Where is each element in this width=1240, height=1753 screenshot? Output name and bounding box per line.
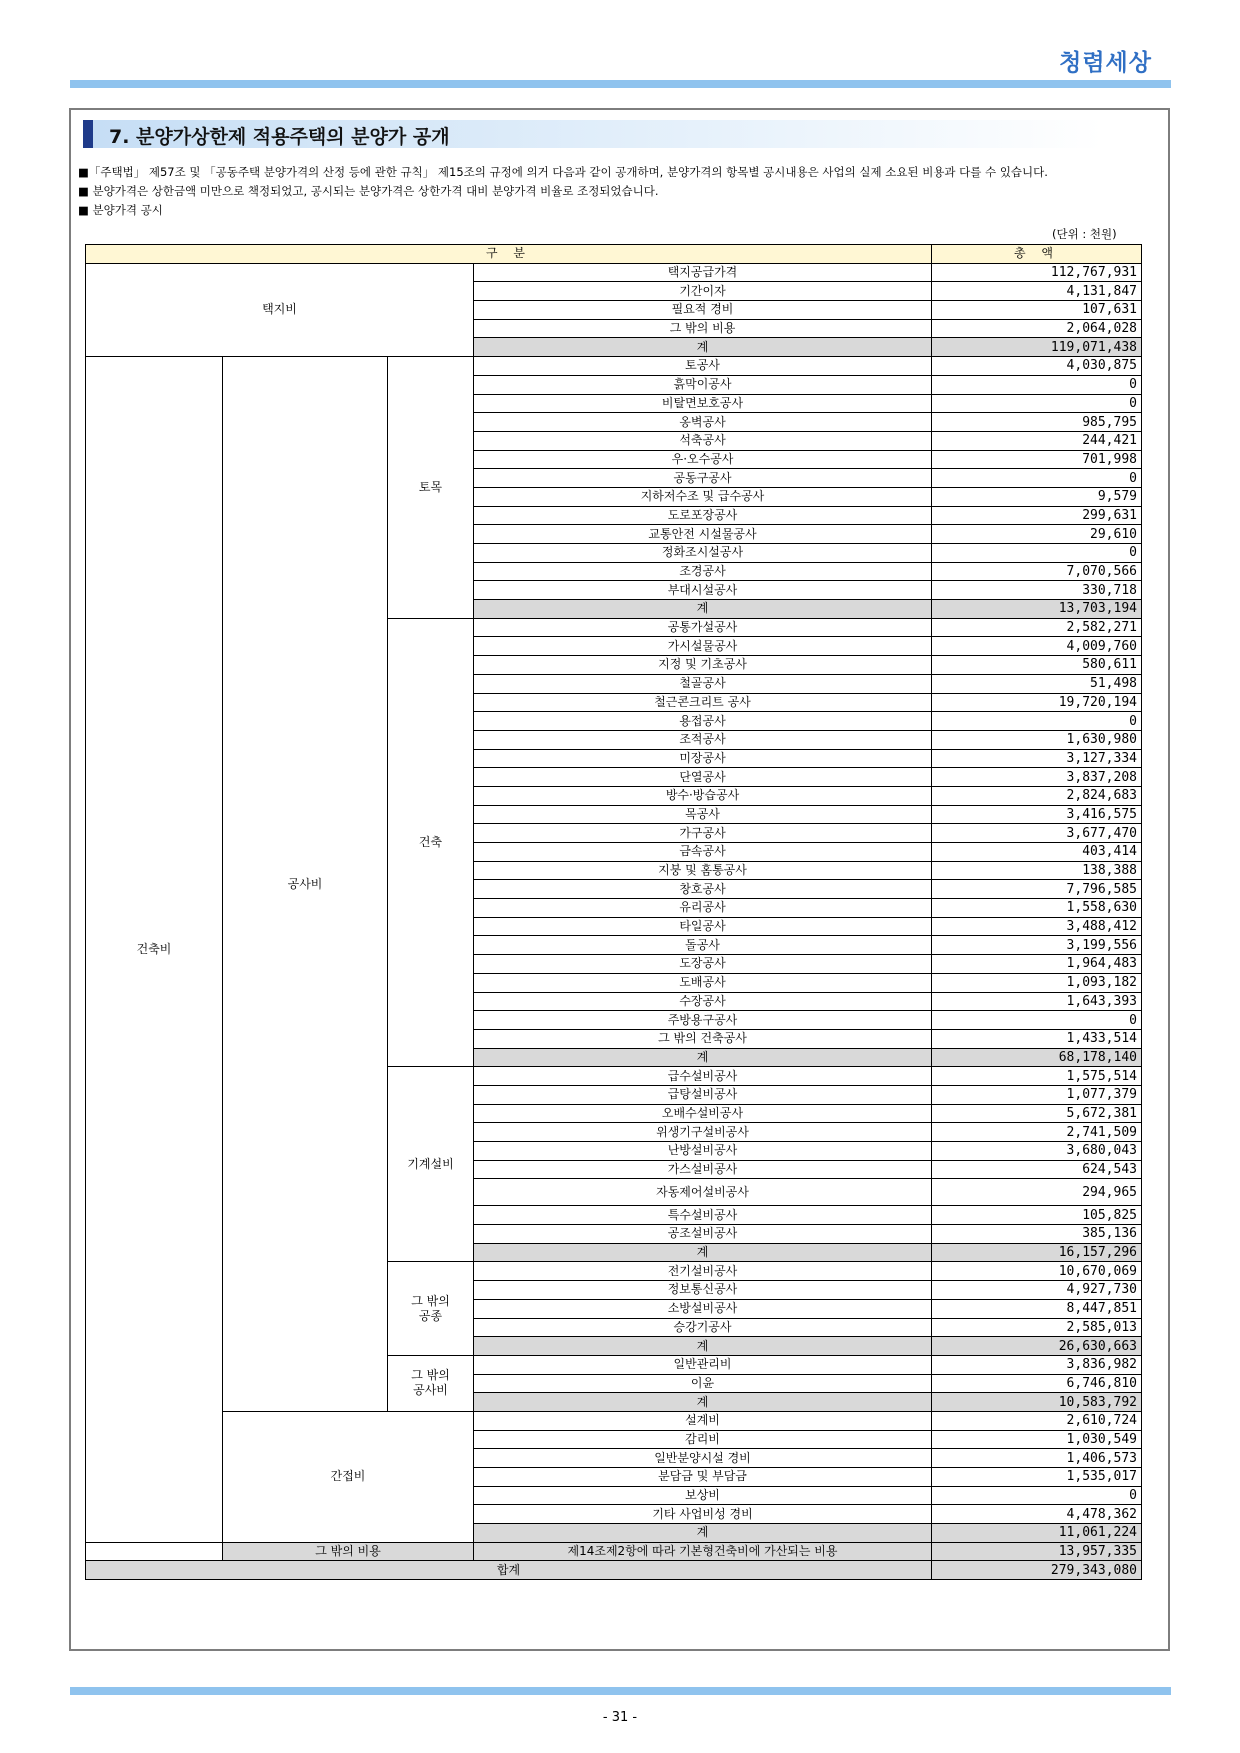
subtotal-value: 11,061,224 bbox=[932, 1524, 1142, 1543]
item-name: 타일공사 bbox=[474, 917, 932, 936]
item-name: 방수·방습공사 bbox=[474, 786, 932, 805]
header-category: 구 분 bbox=[86, 245, 932, 264]
item-value: 1,535,017 bbox=[932, 1468, 1142, 1487]
item-name: 지붕 및 홈통공사 bbox=[474, 861, 932, 880]
unit-label: (단위 : 천원) bbox=[1052, 227, 1117, 241]
item-name: 철골공사 bbox=[474, 674, 932, 693]
item-name: 교통안전 시설물공사 bbox=[474, 525, 932, 544]
item-name: 그 밖의 건축공사 bbox=[474, 1029, 932, 1048]
item-value: 1,558,630 bbox=[932, 899, 1142, 918]
item-name: 부대시설공사 bbox=[474, 581, 932, 600]
item-value: 1,964,483 bbox=[932, 955, 1142, 974]
item-value: 105,825 bbox=[932, 1206, 1142, 1225]
item-name: 금속공사 bbox=[474, 843, 932, 862]
item-value: 9,579 bbox=[932, 487, 1142, 506]
item-name: 용접공사 bbox=[474, 712, 932, 731]
subtotal-value: 119,071,438 bbox=[932, 338, 1142, 357]
item-value: 138,388 bbox=[932, 861, 1142, 880]
note-3: ■ 분양가격 공시 bbox=[78, 203, 163, 217]
item-name: 지정 및 기초공사 bbox=[474, 656, 932, 675]
item-name: 수장공사 bbox=[474, 992, 932, 1011]
item-name: 철근콘크리트 공사 bbox=[474, 693, 932, 712]
item-name: 감리비 bbox=[474, 1430, 932, 1449]
item-value: 1,575,514 bbox=[932, 1067, 1142, 1086]
table-row bbox=[86, 263, 1142, 282]
item-name: 석축공사 bbox=[474, 431, 932, 450]
item-value: 3,127,334 bbox=[932, 749, 1142, 768]
item-value: 1,093,182 bbox=[932, 973, 1142, 992]
item-name: 위생기구설비공사 bbox=[474, 1123, 932, 1142]
item-name: 정화조시설공사 bbox=[474, 544, 932, 563]
item-name: 오배수설비공사 bbox=[474, 1104, 932, 1123]
item-name: 기간이자 bbox=[474, 282, 932, 301]
item-name: 돌공사 bbox=[474, 936, 932, 955]
item-value: 7,070,566 bbox=[932, 562, 1142, 581]
subtotal-value: 16,157,296 bbox=[932, 1243, 1142, 1262]
item-name: 이윤 bbox=[474, 1374, 932, 1393]
subtotal-label: 계 bbox=[474, 1048, 932, 1067]
item-value: 19,720,194 bbox=[932, 693, 1142, 712]
item-name: 도배공사 bbox=[474, 973, 932, 992]
item-value: 4,030,875 bbox=[932, 357, 1142, 376]
item-value: 3,416,575 bbox=[932, 805, 1142, 824]
item-value: 0 bbox=[932, 394, 1142, 413]
item-name: 일반분양시설 경비 bbox=[474, 1449, 932, 1468]
blank-cell bbox=[86, 1542, 223, 1561]
item-name: 옹벽공사 bbox=[474, 413, 932, 432]
item-value: 385,136 bbox=[932, 1225, 1142, 1244]
price-table bbox=[85, 244, 1142, 1580]
other-cost-value: 13,957,335 bbox=[932, 1542, 1142, 1561]
item-value: 2,585,013 bbox=[932, 1318, 1142, 1337]
item-value: 294,965 bbox=[932, 1179, 1142, 1206]
other-cost-label: 그 밖의 비용 bbox=[223, 1542, 474, 1561]
item-value: 3,680,043 bbox=[932, 1142, 1142, 1161]
item-name: 단열공사 bbox=[474, 768, 932, 787]
item-name: 승강기공사 bbox=[474, 1318, 932, 1337]
item-name: 보상비 bbox=[474, 1486, 932, 1505]
item-name: 정보통신공사 bbox=[474, 1281, 932, 1300]
item-name: 조경공사 bbox=[474, 562, 932, 581]
item-value: 10,670,069 bbox=[932, 1262, 1142, 1281]
item-value: 0 bbox=[932, 375, 1142, 394]
item-name: 자동제어설비공사 bbox=[474, 1179, 932, 1206]
subtotal-value: 10,583,792 bbox=[932, 1393, 1142, 1412]
item-value: 8,447,851 bbox=[932, 1299, 1142, 1318]
item-value: 107,631 bbox=[932, 301, 1142, 320]
page-number: - 31 - bbox=[602, 1710, 638, 1725]
subtotal-value: 68,178,140 bbox=[932, 1048, 1142, 1067]
subtotal-label: 계 bbox=[474, 1243, 932, 1262]
item-value: 2,610,724 bbox=[932, 1411, 1142, 1430]
item-value: 1,030,549 bbox=[932, 1430, 1142, 1449]
item-value: 403,414 bbox=[932, 843, 1142, 862]
subtotal-label: 계 bbox=[474, 1337, 932, 1356]
item-name: 가시설물공사 bbox=[474, 637, 932, 656]
indirect-label: 간접비 bbox=[223, 1411, 474, 1542]
item-name: 공통가설공사 bbox=[474, 618, 932, 637]
logo-text: 청렴세상 bbox=[1059, 49, 1152, 76]
logo bbox=[1059, 44, 1152, 77]
item-name: 미장공사 bbox=[474, 749, 932, 768]
item-value: 985,795 bbox=[932, 413, 1142, 432]
item-value: 0 bbox=[932, 469, 1142, 488]
item-value: 4,478,362 bbox=[932, 1505, 1142, 1524]
table-row bbox=[86, 245, 1142, 264]
item-name: 가스설비공사 bbox=[474, 1160, 932, 1179]
item-value: 3,488,412 bbox=[932, 917, 1142, 936]
item-value: 2,824,683 bbox=[932, 786, 1142, 805]
item-value: 299,631 bbox=[932, 506, 1142, 525]
item-name: 특수설비공사 bbox=[474, 1206, 932, 1225]
item-name: 필요적 경비 bbox=[474, 301, 932, 320]
item-value: 2,064,028 bbox=[932, 319, 1142, 338]
item-value: 0 bbox=[932, 712, 1142, 731]
item-name: 공조설비공사 bbox=[474, 1225, 932, 1244]
item-name: 가구공사 bbox=[474, 824, 932, 843]
item-value: 1,433,514 bbox=[932, 1029, 1142, 1048]
item-value: 112,767,931 bbox=[932, 263, 1142, 282]
note-2: ■ 분양가격은 상한금액 미만으로 책정되었고, 공시되는 분양가격은 상한가격 대비 분양가격 비율로 조정되었습니다. bbox=[78, 184, 659, 198]
item-value: 3,677,470 bbox=[932, 824, 1142, 843]
item-value: 701,998 bbox=[932, 450, 1142, 469]
land-label: 택지비 bbox=[86, 263, 474, 356]
item-name: 설계비 bbox=[474, 1411, 932, 1430]
item-name: 창호공사 bbox=[474, 880, 932, 899]
table-row bbox=[86, 1411, 1142, 1430]
item-name: 주방용구공사 bbox=[474, 1011, 932, 1030]
building-label: 건축비 bbox=[86, 357, 223, 1543]
section-title: 7. 분양가상한제 적용주택의 분양가 공개 bbox=[109, 126, 450, 148]
item-value: 5,672,381 bbox=[932, 1104, 1142, 1123]
subtotal-label: 계 bbox=[474, 1524, 932, 1543]
header-bar bbox=[70, 80, 1171, 88]
item-name: 토공사 bbox=[474, 357, 932, 376]
item-name: 우·오수공사 bbox=[474, 450, 932, 469]
item-value: 580,611 bbox=[932, 656, 1142, 675]
section-title-bar bbox=[83, 120, 1103, 148]
group-label: 기계설비 bbox=[388, 1067, 474, 1262]
item-name: 유리공사 bbox=[474, 899, 932, 918]
table-row bbox=[86, 1542, 1142, 1561]
item-value: 0 bbox=[932, 544, 1142, 563]
item-value: 2,741,509 bbox=[932, 1123, 1142, 1142]
item-value: 244,421 bbox=[932, 431, 1142, 450]
item-value: 29,610 bbox=[932, 525, 1142, 544]
item-name: 비탈면보호공사 bbox=[474, 394, 932, 413]
construction-label: 공사비 bbox=[223, 357, 388, 1412]
item-name: 그 밖의 비용 bbox=[474, 319, 932, 338]
item-name: 급탕설비공사 bbox=[474, 1085, 932, 1104]
item-value: 1,077,379 bbox=[932, 1085, 1142, 1104]
item-name: 조적공사 bbox=[474, 730, 932, 749]
subtotal-label: 계 bbox=[474, 338, 932, 357]
item-value: 330,718 bbox=[932, 581, 1142, 600]
item-value: 0 bbox=[932, 1011, 1142, 1030]
item-name: 일반관리비 bbox=[474, 1355, 932, 1374]
item-name: 공동구공사 bbox=[474, 469, 932, 488]
notes bbox=[78, 163, 1158, 220]
other-cost-item: 제14조제2항에 따라 기본형건축비에 가산되는 비용 bbox=[474, 1542, 932, 1561]
total-label: 합계 bbox=[86, 1561, 932, 1580]
item-value: 4,009,760 bbox=[932, 637, 1142, 656]
total-value: 279,343,080 bbox=[932, 1561, 1142, 1580]
group-label: 토목 bbox=[388, 357, 474, 619]
item-value: 624,543 bbox=[932, 1160, 1142, 1179]
item-value: 51,498 bbox=[932, 674, 1142, 693]
footer-bar bbox=[70, 1687, 1171, 1695]
group-label: 그 밖의 공종 bbox=[388, 1262, 474, 1355]
item-name: 전기설비공사 bbox=[474, 1262, 932, 1281]
item-value: 3,199,556 bbox=[932, 936, 1142, 955]
item-value: 3,837,208 bbox=[932, 768, 1142, 787]
subtotal-label: 계 bbox=[474, 1393, 932, 1412]
group-label: 그 밖의 공사비 bbox=[388, 1355, 474, 1411]
item-name: 흙막이공사 bbox=[474, 375, 932, 394]
item-value: 1,630,980 bbox=[932, 730, 1142, 749]
item-value: 6,746,810 bbox=[932, 1374, 1142, 1393]
item-name: 난방설비공사 bbox=[474, 1142, 932, 1161]
group-label: 건축 bbox=[388, 618, 474, 1067]
item-value: 3,836,982 bbox=[932, 1355, 1142, 1374]
note-1: ■「주택법」 제57조 및 「공동주택 분양가격의 산정 등에 관한 규칙」 제15조의 규정에 의거 다음과 같이 공개하며, 분양가격의 항목별 공시내용은 사업의 실제 소요된 비용과 다를 수 있습니다. bbox=[78, 165, 1048, 179]
item-value: 4,131,847 bbox=[932, 282, 1142, 301]
item-value: 4,927,730 bbox=[932, 1281, 1142, 1300]
item-value: 1,643,393 bbox=[932, 992, 1142, 1011]
item-value: 7,796,585 bbox=[932, 880, 1142, 899]
item-name: 목공사 bbox=[474, 805, 932, 824]
item-name: 급수설비공사 bbox=[474, 1067, 932, 1086]
item-value: 1,406,573 bbox=[932, 1449, 1142, 1468]
item-name: 소방설비공사 bbox=[474, 1299, 932, 1318]
subtotal-value: 13,703,194 bbox=[932, 600, 1142, 619]
item-name: 기타 사업비성 경비 bbox=[474, 1505, 932, 1524]
item-value: 2,582,271 bbox=[932, 618, 1142, 637]
table-row bbox=[86, 357, 1142, 376]
subtotal-value: 26,630,663 bbox=[932, 1337, 1142, 1356]
subtotal-label: 계 bbox=[474, 600, 932, 619]
table-row bbox=[86, 1561, 1142, 1580]
item-value: 0 bbox=[932, 1486, 1142, 1505]
header-amount: 총 액 bbox=[932, 245, 1142, 264]
item-name: 택지공급가격 bbox=[474, 263, 932, 282]
item-name: 분담금 및 부담금 bbox=[474, 1468, 932, 1487]
item-name: 도장공사 bbox=[474, 955, 932, 974]
item-name: 지하저수조 및 급수공사 bbox=[474, 487, 932, 506]
item-name: 도로포장공사 bbox=[474, 506, 932, 525]
